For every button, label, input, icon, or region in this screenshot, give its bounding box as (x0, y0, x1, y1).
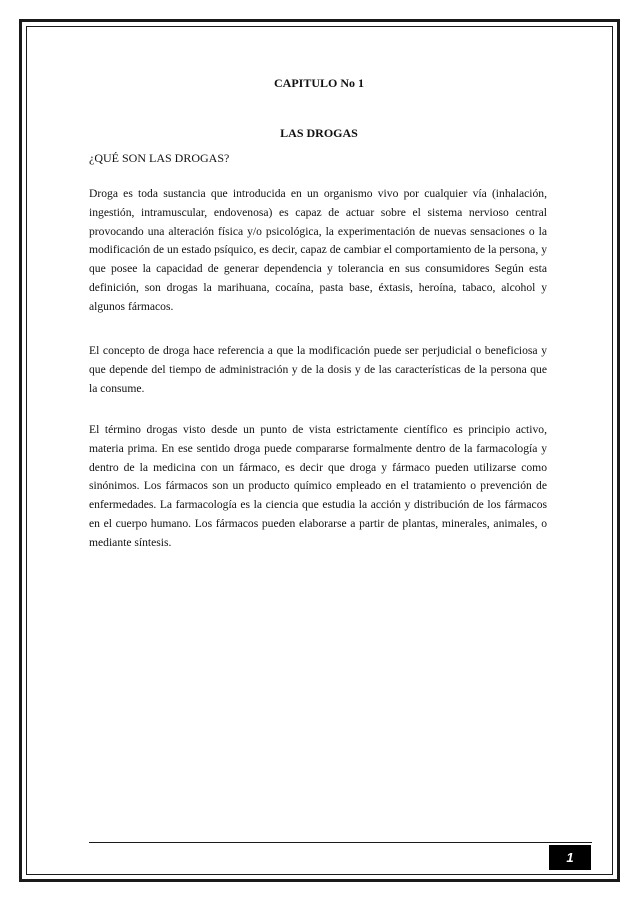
paragraph-concept: El concepto de droga hace referencia a que la modificación puede ser perjudicial o beneficiosa y que depende del tiempo de administración y de la dosis y de las características de la persona que la consume. (89, 344, 547, 395)
footer-rule (89, 842, 592, 843)
section-title-text: LAS DROGAS (280, 126, 358, 140)
page-number: 1 (549, 845, 591, 870)
chapter-title (0, 76, 638, 91)
question-heading: ¿QUÉ SON LAS DROGAS? (89, 151, 230, 165)
chapter-title-text: CAPITULO No 1 (273, 76, 364, 90)
paragraph-scientific: El término drogas visto desde un punto de vista estrictamente científico es principio activo, materia prima. En ese sentido droga puede compararse formalmente dentro de la farmacología y dentro de la medicina con un fármaco, es decir que droga y fármaco pueden utilizarse como sinónimos. Los fármacos son un producto químico empleado en el tratamiento o prevención de enfermedades. La farmacología es la ciencia que estudia la acción y distribución de los fármacos en el cuerpo humano. Los fármacos pueden elaborarse a partir de plantas, minerales, animales, o mediante síntesis. (89, 423, 547, 549)
paragraph-definition: Droga es toda sustancia que introducida en un organismo vivo por cualquier vía (inhalación, ingestión, intramuscular, endovenosa) es capaz de actuar sobre el sistema nervioso central provocando una alteración física y/o psicológica, la experimentación de nuevas sensaciones o la modificación de un estado psíquico, es decir, capaz de cambiar el comportamiento de la persona, y que posee la capacidad de generar dependencia y tolerancia en sus consumidores Según esta definición, son drogas la marihuana, cocaína, pasta base, éxtasis, heroína, tabaco, alcohol y algunos fármacos. (89, 187, 547, 313)
section-title (0, 126, 638, 141)
